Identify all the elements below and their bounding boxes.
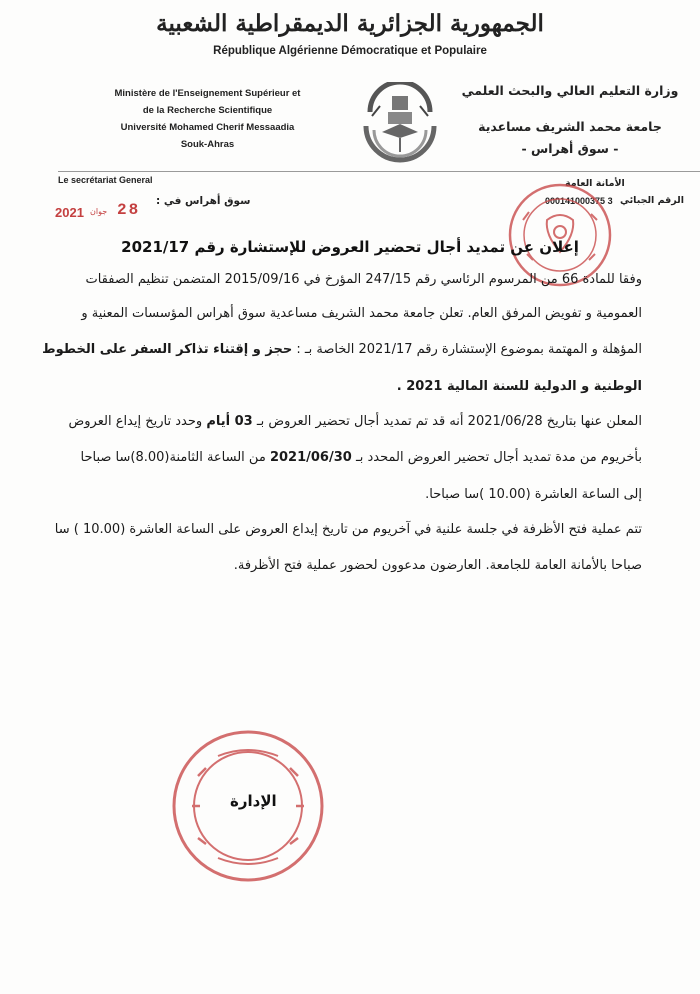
republic-title-fr: République Algérienne Démocratique et Populaire [213, 45, 487, 57]
body-line-6-text: بأخريوم من مدة تمديد أجال تحضير العروض المحدد بـ [355, 450, 642, 465]
body-line-6-rest: من الساعة الثامنة(8.00)سا صباحا [80, 450, 266, 465]
university-ar: جامعة محمد الشريف مساعدية [478, 119, 662, 134]
ministry-block-fr [95, 85, 320, 153]
body-line-9: صباحا بالأمانة العامة للجامعة. العارضون مدعوون لحضور عملية فتح الأظرفة. [233, 558, 642, 573]
university-fr: Université Mohamed Cherif Messaadia [120, 122, 295, 133]
body-line-8: تتم عملية فتح الأظرفة في جلسة علنية في آخريوم من تاريخ إيداع العروض على الساعة العاشرة (10.00 ) سا [54, 522, 642, 537]
body-line-3 [42, 342, 642, 357]
place-date-label: سوق أهراس في : [156, 195, 251, 207]
body-line-3-subject: حجز و إقتناء تذاكر السفر على الخطوط [42, 342, 293, 357]
body-line-5 [69, 414, 642, 429]
ministry-fr-line1: Ministère de l'Enseignement Supérieur et [114, 88, 301, 99]
body-line-1: وفقا للمادة 66 من المرسوم الرئاسي رقم 247/15 المؤرخ في 2015/09/16 المتضمن تنظيم الصفقات [85, 272, 642, 287]
date-year: 2021 [55, 205, 84, 220]
body-line-6-deadline: 2021/06/30 [269, 450, 352, 465]
signature-label: الإدارة [230, 792, 277, 810]
body-line-7: إلى الساعة العاشرة (10.00 )سا صباحا. [425, 487, 642, 502]
secretariat-fr: Le secrétariat General [58, 175, 153, 185]
body-line-5-text: المعلن عنها بتاريخ 2021/06/28 أنه قد تم تمديد أجال تحضير العروض بـ [256, 414, 642, 429]
body-line-5-extension: 03 أيام [206, 414, 253, 429]
ministry-block-ar [450, 80, 690, 160]
body-line-6 [80, 450, 642, 465]
body-line-3-text: المؤهلة و المهتمة بموضوع الإستشارة رقم 2021/17 الخاصة بـ : [296, 342, 642, 357]
city-ar: - سوق أهراس - [521, 141, 619, 156]
ministry-ar: وزارة التعليم العالي والبحث العلمي [461, 83, 679, 98]
announcement-title: إعلان عن تمديد أجال تحضير العروض للإستشارة رقم 2021/17 [121, 238, 579, 256]
date-day: 28 [117, 201, 141, 219]
university-logo [352, 82, 448, 164]
fiscal-number-label: الرقم الجبائي [620, 195, 685, 206]
fiscal-number-value: 000141000375 3 [545, 196, 613, 206]
date-month: جوان [90, 207, 108, 216]
header-divider [58, 171, 700, 172]
secretariat-ar: الأمانة العامة [565, 178, 625, 189]
republic-title-ar: الجمهورية الجزائرية الديمقراطية الشعبية [156, 10, 544, 37]
body-line-2: العمومية و تفويض المرفق العام. تعلن جامعة محمد الشريف مساعدية سوق أهراس المؤسسات المعنية و [81, 306, 642, 321]
body-line-4: الوطنية و الدولية للسنة المالية 2021 . [396, 379, 642, 394]
city-fr: Souk-Ahras [180, 139, 235, 150]
body-line-5-rest: وحدد تاريخ إيداع العروض [68, 414, 203, 429]
ministry-fr-line2: de la Recherche Scientifique [142, 105, 273, 116]
